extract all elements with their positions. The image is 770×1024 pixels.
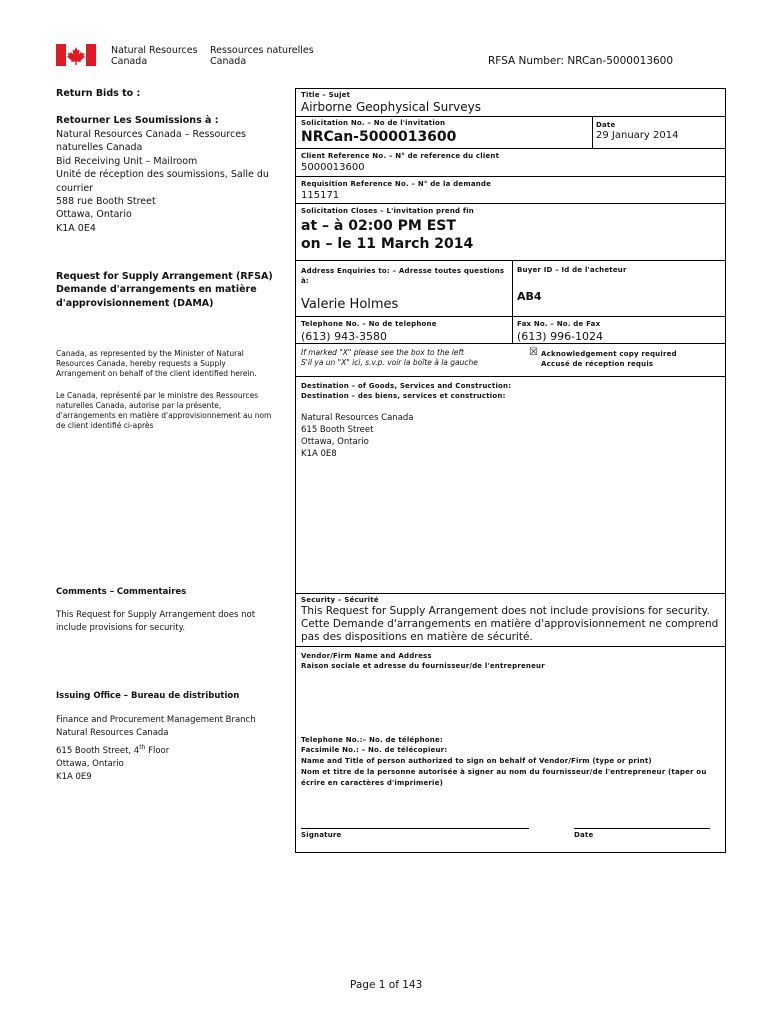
authorized-person-label: Name and Title of person authorized to sign on behalf of Vendor/Firm (type or print) Nom et titre de la personne autorisée à signer au nom du fournisseur/de l'entrepreneur (taper ou écrire en caractères d'imprimerie): [301, 757, 707, 787]
comments-label: Comments – Commentaires: [56, 587, 187, 597]
solicitation-value: NRCan-5000013600: [301, 129, 457, 145]
buyer-id-value: AB4: [517, 290, 542, 303]
closes-datetime: at – à 02:00 PM EST on – le 11 March 2014: [301, 218, 474, 252]
telephone-value: (613) 943-3580: [301, 330, 388, 343]
solicitation-label: Solicitation No. – No de l'invitation: [301, 119, 446, 127]
requisition-label: Requisition Reference No. – N° de la demande: [301, 180, 492, 188]
fax-label: Fax No. – No. de Fax: [517, 320, 601, 328]
telephone-label: Telephone No. – No de telephone: [301, 320, 437, 328]
client-ref-label: Client Reference No. – N° de reference du client: [301, 152, 500, 160]
address-enquiries-value: Valerie Holmes: [301, 297, 399, 312]
canada-flag: [56, 44, 96, 66]
retourner-label: Retourner Les Soumissions à :: [56, 115, 219, 126]
date-value: 29 January 2014: [596, 130, 679, 141]
signature-date-label: Date: [574, 831, 594, 839]
rfsa-number: RFSA Number: NRCan-5000013600: [488, 55, 674, 67]
comments-text: This Request for Supply Arrangement does not include provisions for security.: [56, 610, 256, 634]
signature-label: Signature: [301, 831, 342, 839]
security-label: Security – Sécurité: [301, 596, 379, 604]
requisition-value: 115171: [301, 190, 340, 201]
canada-statement-fr: Le Canada, représenté par le ministre des Ressources naturelles Canada, autorise par la présente, d'arrangements en matière d'approvisionnement au nom de client identifié ci-après: [56, 391, 272, 430]
issuing-office-label: Issuing Office – Bureau de distribution: [56, 691, 240, 701]
destination-label: Destination – of Goods, Services and Construction: Destination – des biens, services et construction:: [301, 382, 512, 400]
client-ref-value: 5000013600: [301, 162, 365, 173]
date-label: Date: [596, 121, 616, 129]
title-value: Airborne Geophysical Surveys: [301, 100, 481, 114]
fax-value: (613) 996-1024: [517, 330, 604, 343]
acknowledgement-label: Acknowledgement copy required Accusé de réception requis: [541, 350, 677, 368]
vendor-label: Vendor/Firm Name and Address Raison sociale et adresse du fournisseur/de l'entrepreneur: [301, 652, 545, 670]
acknowledgement-checkbox[interactable]: ☒: [529, 347, 538, 358]
bid-return-address: Natural Resources Canada – Ressources naturelles Canada Bid Receiving Unit – Mailroom Unité de réception des soumissions, Salle du courrier 588 rue Booth Street Ottawa, Ontario K1A 0E4: [56, 129, 269, 234]
return-bids-label: Return Bids to :: [56, 88, 141, 99]
dept-name-fr: Ressources naturelles Canada: [210, 45, 314, 67]
destination-address: Natural Resources Canada 615 Booth Street Ottawa, Ontario K1A 0E8: [301, 413, 414, 459]
security-text: This Request for Supply Arrangement does not include provisions for security. Cette Demande d'arrangements en matière d'approvisionnement ne comprend pas des dispositions en matière de sécurité.: [301, 605, 719, 643]
signature-date-line[interactable]: [574, 828, 710, 829]
dept-name-en: Natural Resources Canada: [111, 45, 198, 67]
rfsa-title: Request for Supply Arrangement (RFSA) Demande d'arrangements en matière d'approvisionnement (DAMA): [56, 271, 273, 309]
buyer-id-label: Buyer ID – Id de l'acheteur: [517, 266, 627, 274]
closes-label: Solicitation Closes – L'invitation prend fin: [301, 207, 474, 215]
address-enquiries-label: Address Enquiries to: – Adresse toutes questions à:: [301, 267, 505, 285]
signature-line[interactable]: [301, 828, 529, 829]
title-label: Title – Sujet: [301, 91, 351, 99]
page-number: Page 1 of 143: [350, 979, 423, 991]
issuing-office-address: Finance and Procurement Management Branch Natural Resources Canada 615 Booth Street, 4th Floor Ottawa, Ontario K1A 0E9: [56, 715, 256, 783]
canada-statement-en: Canada, as represented by the Minister of Natural Resources Canada, hereby requests a Supply Arrangement on behalf of the client identified herein.: [56, 349, 257, 378]
if-marked-note: If marked "X" please see the box to the left S'il ya un "X" ici, s.v.p. voir la boîte à la gauche: [301, 348, 478, 367]
vendor-contact-labels: Telephone No.:– No. de téléphone: Facsimile No.: – No. de télécopieur:: [301, 736, 448, 754]
